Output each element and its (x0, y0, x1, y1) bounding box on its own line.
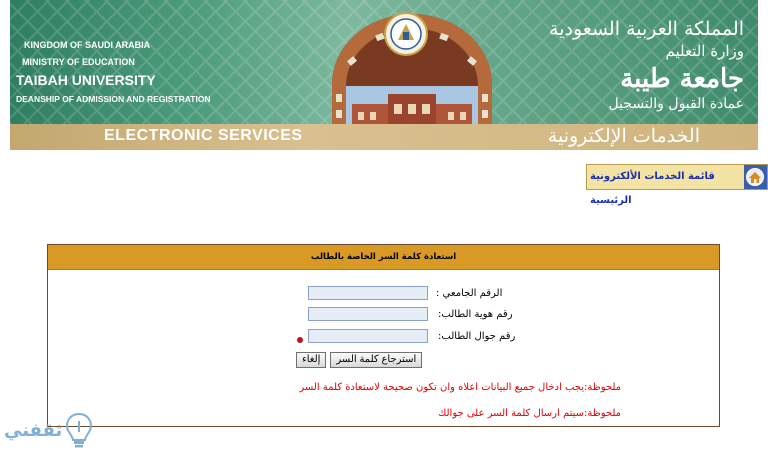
banner-arabic-titles (549, 18, 744, 112)
recover-password-button[interactable]: استرجاع كلمة السر (330, 352, 422, 368)
services-title-en: ELECTRONIC SERVICES (104, 127, 303, 144)
student-mobile-row (308, 329, 515, 343)
country-name: KINGDOM OF SAUDI ARABIA (24, 40, 151, 50)
form-buttons (296, 352, 422, 368)
student-number-label: الرقم الجامعي : (436, 287, 503, 299)
arabic-deanship: عمادة القبول والتسجيل (608, 96, 744, 112)
home-icon[interactable] (744, 165, 767, 189)
watermark-text: ثقفني (4, 419, 63, 441)
note-all-fields: ملحوظة:يجب ادخال جميع البيانات اعلاه وان تكون صحيحة لاستعادة كلمة السر (299, 382, 621, 393)
services-title-ar: الخدمات الإلكترونية (547, 125, 700, 147)
deanship-name: DEANSHIP OF ADMISSION AND REGISTRATION (16, 94, 211, 104)
services-bar (10, 124, 758, 150)
arabic-university: جامعة طيبة (620, 64, 744, 94)
panel-title: استعادة كلمة السر الخاصة بالطالب (48, 245, 719, 270)
lightbulb-icon (64, 410, 94, 450)
main-menu-label[interactable]: قائمة الخدمات الألكترونية الرئيسية (590, 171, 715, 206)
site-banner (10, 0, 758, 150)
arabic-ministry: وزارة التعليم (665, 42, 744, 60)
student-mobile-label: رقم جوال الطالب: (438, 330, 516, 342)
banner-english-titles (16, 40, 211, 104)
main-menu-link[interactable] (586, 164, 768, 206)
student-id-row (308, 307, 513, 321)
student-number-input[interactable] (308, 286, 428, 300)
ministry-name: MINISTRY OF EDUCATION (22, 57, 135, 67)
student-mobile-input[interactable] (308, 329, 428, 343)
university-name: TAIBAH UNIVERSITY (16, 72, 156, 88)
student-id-input[interactable] (308, 307, 428, 321)
note-sent-to-mobile: ملحوظة:سيتم ارسال كلمة السر على جوالك (438, 408, 621, 419)
cancel-button[interactable]: إلغاء (296, 352, 326, 368)
required-marker-icon (297, 337, 303, 343)
university-logo (384, 12, 428, 56)
arabic-country: المملكة العربية السعودية (549, 18, 744, 40)
student-number-row (308, 286, 502, 300)
student-id-label: رقم هوية الطالب: (438, 308, 513, 320)
site-watermark (4, 410, 94, 450)
password-recovery-panel (47, 244, 720, 427)
